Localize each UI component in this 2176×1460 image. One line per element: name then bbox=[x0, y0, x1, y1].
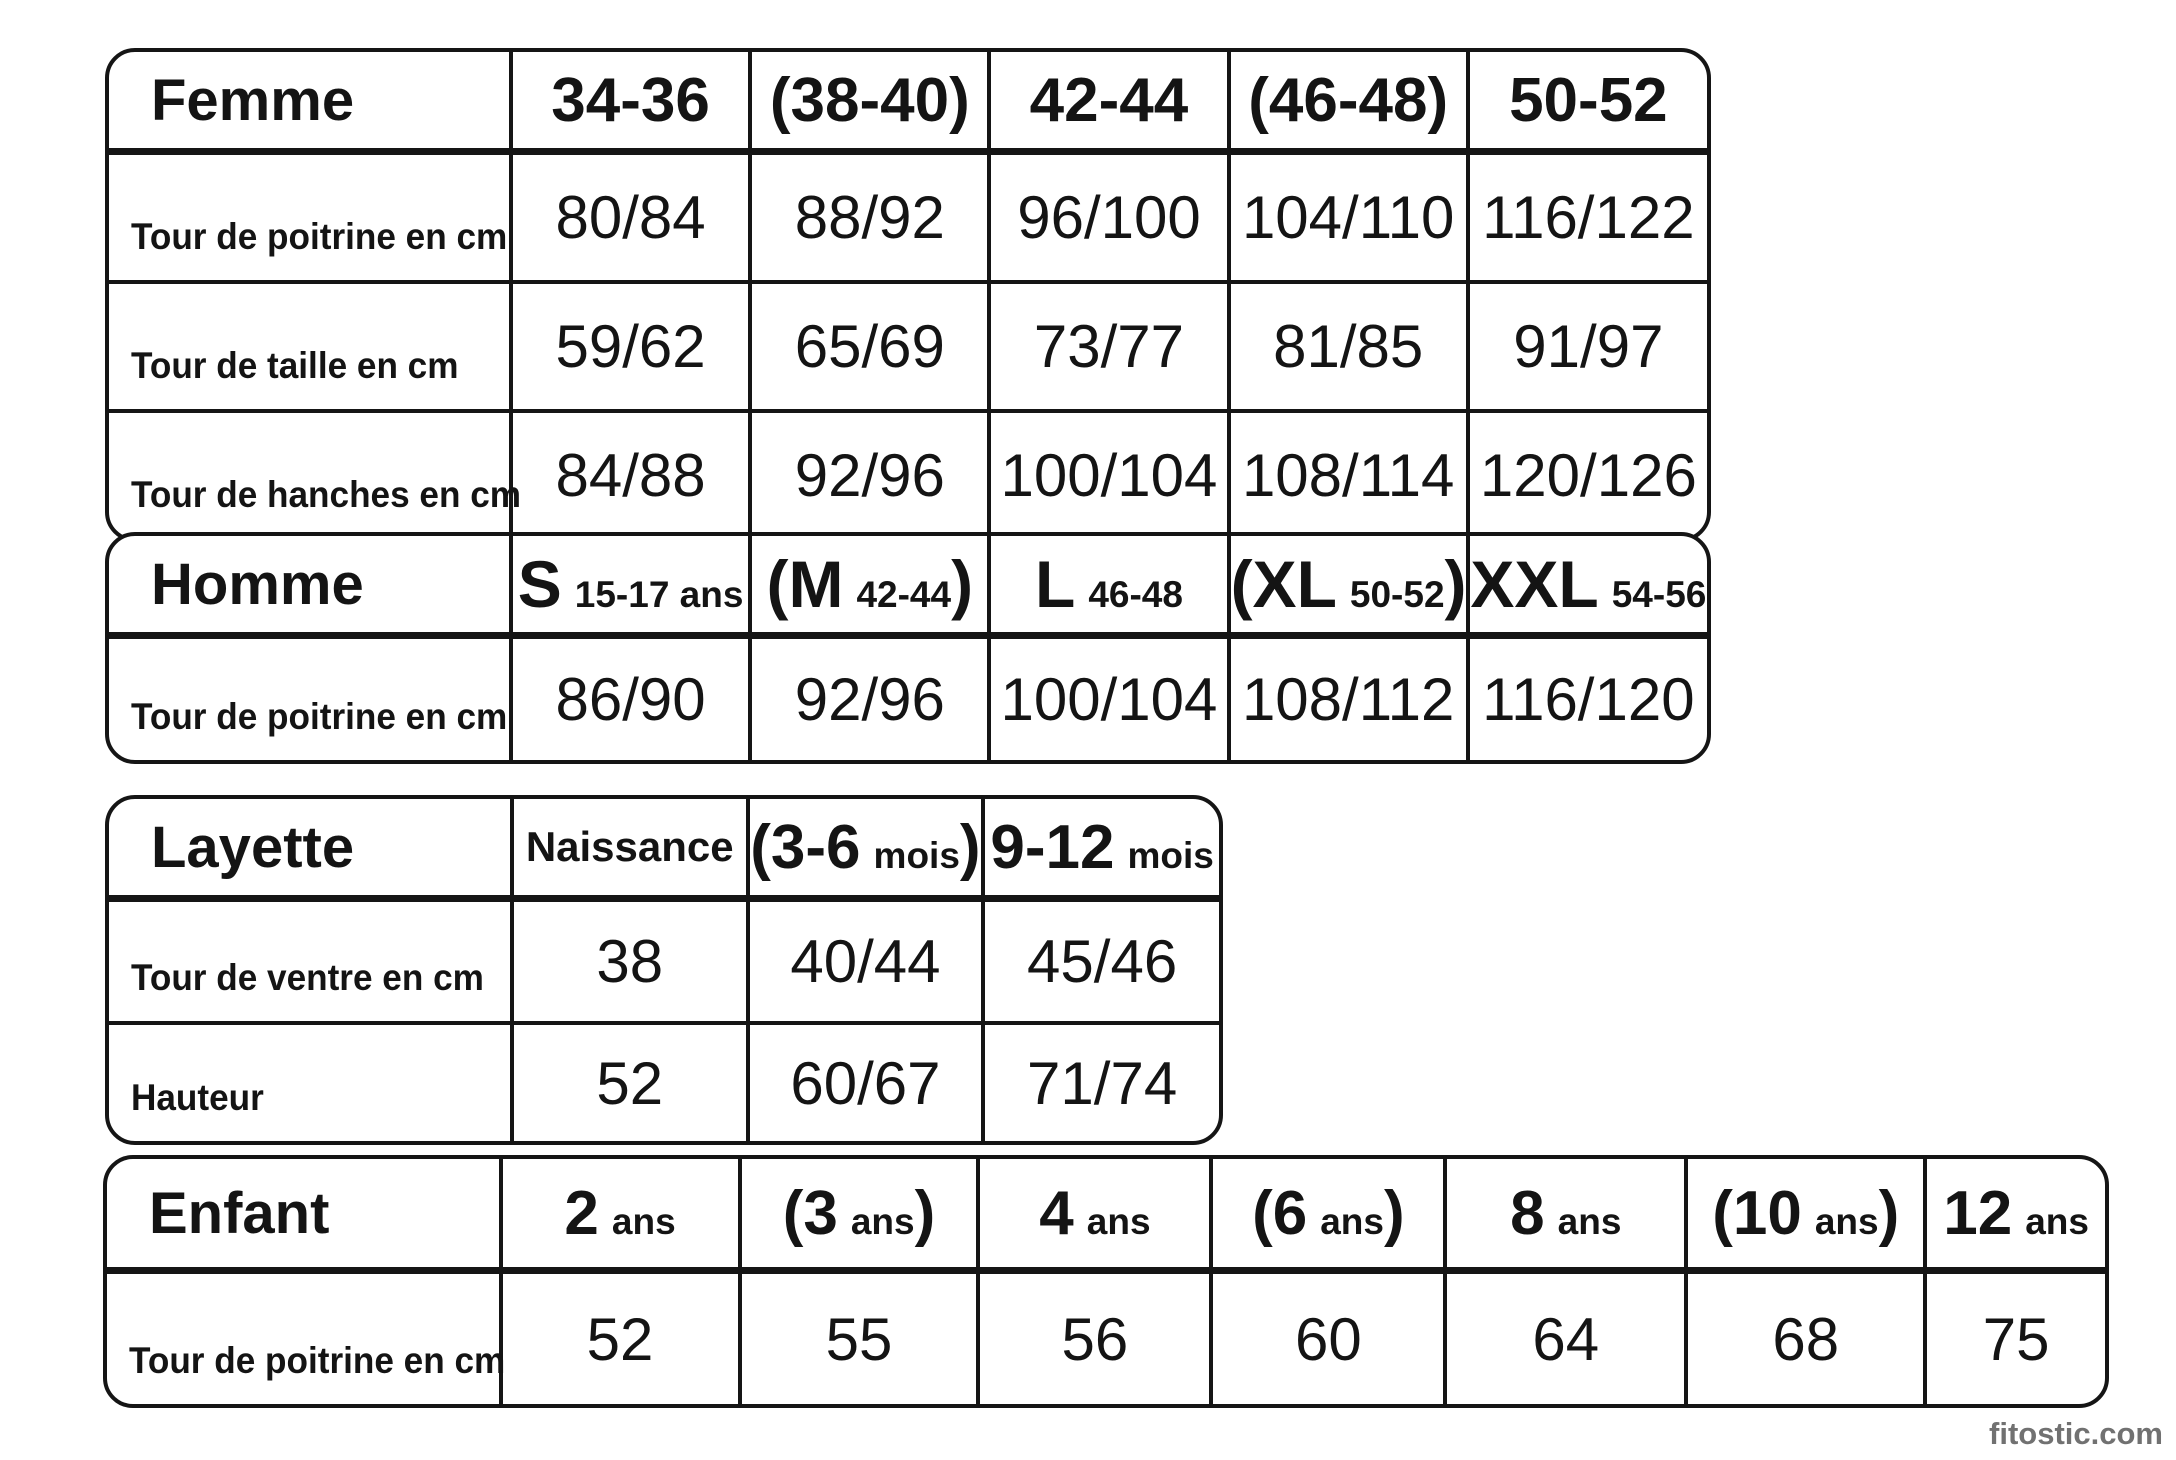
measurement-value-text: 38 bbox=[596, 928, 664, 995]
measurement-value-text: 71/74 bbox=[1027, 1049, 1178, 1117]
column-header-big-text: (6 bbox=[1252, 1178, 1308, 1248]
measurement-row bbox=[109, 1023, 1219, 1141]
measurement-value-text: 92/96 bbox=[794, 666, 945, 733]
column-header-big-text: 12 bbox=[1943, 1178, 2013, 1248]
femme-measurement-cell bbox=[511, 152, 750, 283]
measurement-value-text: 64 bbox=[1532, 1305, 1600, 1373]
layette-table bbox=[109, 799, 1219, 1141]
column-header-big-text: 2 bbox=[564, 1178, 599, 1248]
femme-measurement-cell bbox=[511, 411, 750, 538]
column-header-small-text: 42-44 bbox=[856, 574, 952, 615]
measurement-value-text: 73/77 bbox=[1033, 313, 1185, 380]
watermark-text: fitostic.com bbox=[1989, 1416, 2163, 1451]
femme-measurement-cell bbox=[511, 282, 750, 411]
femme-column-header-4 bbox=[1468, 52, 1707, 152]
homme-table bbox=[109, 536, 1707, 760]
measurement-value-text: 108/114 bbox=[1241, 442, 1455, 509]
enfant-table-title bbox=[107, 1159, 501, 1271]
femme-measurement-cell bbox=[989, 411, 1228, 538]
measurement-value-text: 81/85 bbox=[1273, 313, 1424, 380]
layette-measurement-cell bbox=[983, 899, 1219, 1024]
measurement-value-text: 55 bbox=[825, 1305, 893, 1373]
column-header-small-text: mois bbox=[873, 834, 960, 876]
header-row bbox=[109, 536, 1707, 636]
header-row bbox=[107, 1159, 2105, 1271]
femme-measurement-cell bbox=[750, 411, 989, 538]
column-header-close-text: ) bbox=[959, 812, 981, 882]
measurement-value-text: 116/122 bbox=[1482, 184, 1695, 251]
homme-measurement-cell bbox=[511, 636, 750, 761]
layette-row-label-0 bbox=[109, 899, 512, 1024]
measurement-row bbox=[109, 411, 1707, 538]
column-header-small-text: ans bbox=[1557, 1200, 1622, 1242]
femme-column-header-1 bbox=[750, 52, 989, 152]
measurement-value-text: 100/104 bbox=[1000, 666, 1218, 733]
enfant-measurement-cell bbox=[1211, 1271, 1445, 1405]
homme-row-label-0 bbox=[109, 636, 511, 761]
femme-column-header-2 bbox=[989, 52, 1228, 152]
row-label-text: Tour de hanches en cm bbox=[131, 474, 522, 515]
layette-column-header-0 bbox=[512, 799, 748, 899]
measurement-value-text: 120/126 bbox=[1479, 442, 1697, 509]
table-title-text: Homme bbox=[151, 551, 364, 617]
enfant-column-header-2 bbox=[978, 1159, 1211, 1271]
column-header-close-text: ) bbox=[951, 547, 974, 621]
layette-measurement-cell bbox=[512, 1023, 748, 1141]
measurement-value-text: 75 bbox=[1982, 1305, 2050, 1373]
column-header-big-text: 9-12 bbox=[990, 812, 1115, 882]
homme-measurement-cell bbox=[989, 636, 1228, 761]
layette-column-header-1 bbox=[748, 799, 984, 899]
column-header-small-text: 50-52 bbox=[1349, 574, 1445, 615]
row-label-text: Tour de ventre en cm bbox=[131, 957, 484, 998]
measurement-value-text: 52 bbox=[586, 1305, 654, 1373]
femme-measurement-cell bbox=[750, 152, 989, 283]
measurement-row bbox=[109, 636, 1707, 761]
column-header-small-text: ans bbox=[1320, 1200, 1384, 1242]
measurement-value-text: 92/96 bbox=[794, 442, 945, 509]
femme-measurement-cell bbox=[1468, 152, 1707, 283]
femme-column-header-0 bbox=[511, 52, 750, 152]
measurement-value-text: 40/44 bbox=[790, 928, 941, 995]
measurement-value-text: 91/97 bbox=[1513, 313, 1664, 380]
homme-size-table bbox=[105, 532, 1711, 764]
column-header-close-text: ) bbox=[1878, 1178, 1900, 1248]
enfant-column-header-3 bbox=[1211, 1159, 1445, 1271]
column-header-small-text: 54-56 bbox=[1611, 574, 1707, 615]
femme-row-label-1 bbox=[109, 282, 511, 411]
column-header-big-text: S bbox=[517, 547, 562, 621]
homme-measurement-cell bbox=[750, 636, 989, 761]
femme-measurement-cell bbox=[989, 152, 1228, 283]
column-header-small-text: ans bbox=[1814, 1200, 1879, 1242]
column-header-big-text: (38-40) bbox=[769, 65, 970, 135]
femme-measurement-cell bbox=[750, 282, 989, 411]
measurement-value-text: 80/84 bbox=[555, 184, 706, 251]
measurement-value-text: 88/92 bbox=[794, 184, 945, 251]
enfant-column-header-1 bbox=[740, 1159, 979, 1271]
table-title-text: Enfant bbox=[149, 1180, 330, 1246]
enfant-measurement-cell bbox=[501, 1271, 740, 1405]
row-label-text: Tour de poitrine en cm bbox=[131, 696, 508, 737]
measurement-row bbox=[109, 282, 1707, 411]
layette-column-header-2 bbox=[983, 799, 1219, 899]
femme-column-header-3 bbox=[1229, 52, 1468, 152]
measurement-value-text: 65/69 bbox=[794, 313, 945, 380]
layette-measurement-cell bbox=[748, 1023, 984, 1141]
femme-measurement-cell bbox=[1229, 152, 1468, 283]
column-header-small-text: ans bbox=[2025, 1200, 2089, 1242]
layette-measurement-cell bbox=[748, 899, 984, 1024]
column-header-big-text: Naissance bbox=[525, 823, 734, 870]
homme-column-header-3 bbox=[1229, 536, 1468, 636]
measurement-value-text: 60 bbox=[1294, 1305, 1362, 1373]
enfant-table bbox=[107, 1159, 2105, 1404]
homme-measurement-cell bbox=[1229, 636, 1468, 761]
femme-measurement-cell bbox=[989, 282, 1228, 411]
column-header-big-text: (3-6 bbox=[750, 812, 861, 882]
measurement-value-text: 116/120 bbox=[1482, 666, 1695, 733]
column-header-big-text: 34-36 bbox=[551, 65, 710, 135]
enfant-column-header-0 bbox=[501, 1159, 740, 1271]
measurement-value-text: 45/46 bbox=[1027, 928, 1178, 995]
femme-row-label-2 bbox=[109, 411, 522, 538]
measurement-value-text: 108/112 bbox=[1241, 666, 1455, 733]
measurement-row bbox=[109, 899, 1219, 1024]
measurement-value-text: 56 bbox=[1061, 1305, 1129, 1373]
layette-measurement-cell bbox=[512, 899, 748, 1024]
layette-measurement-cell bbox=[983, 1023, 1219, 1141]
measurement-value-text: 52 bbox=[596, 1049, 664, 1117]
homme-column-header-2 bbox=[989, 536, 1228, 636]
column-header-big-text: (M bbox=[766, 547, 844, 621]
column-header-small-text: ans bbox=[1086, 1200, 1151, 1242]
column-header-big-text: 50-52 bbox=[1509, 65, 1668, 135]
column-header-small-text: 15-17 ans bbox=[574, 574, 744, 615]
header-row bbox=[109, 799, 1219, 899]
femme-measurement-cell bbox=[1468, 411, 1707, 538]
enfant-column-header-5 bbox=[1686, 1159, 1925, 1271]
measurement-row bbox=[109, 152, 1707, 283]
column-header-big-text: 42-44 bbox=[1029, 65, 1189, 135]
femme-measurement-cell bbox=[1229, 282, 1468, 411]
enfant-measurement-cell bbox=[1445, 1271, 1686, 1405]
column-header-close-text: ) bbox=[914, 1178, 936, 1248]
enfant-measurement-cell bbox=[978, 1271, 1211, 1405]
measurement-value-text: 68 bbox=[1772, 1305, 1840, 1373]
enfant-measurement-cell bbox=[740, 1271, 979, 1405]
column-header-small-text: mois bbox=[1127, 834, 1214, 876]
measurement-value-text: 100/104 bbox=[1000, 442, 1218, 509]
column-header-close-text: ) bbox=[1444, 547, 1467, 621]
femme-table-title bbox=[109, 52, 511, 152]
homme-column-header-4 bbox=[1468, 536, 1707, 636]
homme-table-title bbox=[109, 536, 511, 636]
homme-measurement-cell bbox=[1468, 636, 1707, 761]
layette-table-title bbox=[109, 799, 512, 899]
measurement-value-text: 59/62 bbox=[555, 313, 706, 380]
table-title-text: Femme bbox=[151, 67, 355, 133]
layette-size-table bbox=[105, 795, 1223, 1145]
measurement-value-text: 84/88 bbox=[555, 442, 706, 509]
column-header-close-text: ) bbox=[1383, 1178, 1405, 1248]
measurement-row bbox=[107, 1271, 2105, 1405]
homme-column-header-1 bbox=[750, 536, 989, 636]
table-title-text: Layette bbox=[151, 814, 355, 880]
enfant-column-header-6 bbox=[1925, 1159, 2105, 1271]
enfant-row-label-0 bbox=[107, 1271, 506, 1405]
femme-row-label-0 bbox=[109, 152, 511, 283]
column-header-big-text: 4 bbox=[1039, 1178, 1074, 1248]
femme-size-table bbox=[105, 48, 1711, 542]
measurement-value-text: 96/100 bbox=[1017, 184, 1201, 251]
column-header-big-text: L bbox=[1034, 547, 1076, 621]
femme-measurement-cell bbox=[1468, 282, 1707, 411]
row-label-text: Hauteur bbox=[131, 1077, 264, 1118]
column-header-big-text: (XL bbox=[1230, 547, 1337, 621]
measurement-value-text: 104/110 bbox=[1241, 184, 1455, 251]
column-header-small-text: ans bbox=[850, 1200, 915, 1242]
column-header-big-text: (3 bbox=[782, 1178, 838, 1248]
row-label-text: Tour de poitrine en cm bbox=[129, 1340, 506, 1381]
enfant-size-table bbox=[103, 1155, 2109, 1408]
layette-row-label-1 bbox=[109, 1023, 512, 1141]
enfant-measurement-cell bbox=[1686, 1271, 1925, 1405]
measurement-value-text: 60/67 bbox=[790, 1049, 941, 1117]
row-label-text: Tour de taille en cm bbox=[131, 345, 459, 386]
header-row bbox=[109, 52, 1707, 152]
column-header-big-text: (46-48) bbox=[1248, 65, 1449, 135]
column-header-small-text: 46-48 bbox=[1088, 574, 1183, 615]
column-header-small-text: ans bbox=[611, 1200, 676, 1242]
column-header-big-text: (10 bbox=[1712, 1178, 1802, 1248]
enfant-measurement-cell bbox=[1925, 1271, 2105, 1405]
column-header-big-text: XXL bbox=[1470, 547, 1599, 621]
enfant-column-header-4 bbox=[1445, 1159, 1686, 1271]
homme-column-header-0 bbox=[511, 536, 750, 636]
femme-measurement-cell bbox=[1229, 411, 1468, 538]
femme-table bbox=[109, 52, 1707, 538]
measurement-value-text: 86/90 bbox=[555, 666, 706, 733]
row-label-text: Tour de poitrine en cm bbox=[131, 216, 508, 257]
column-header-big-text: 8 bbox=[1510, 1178, 1545, 1248]
